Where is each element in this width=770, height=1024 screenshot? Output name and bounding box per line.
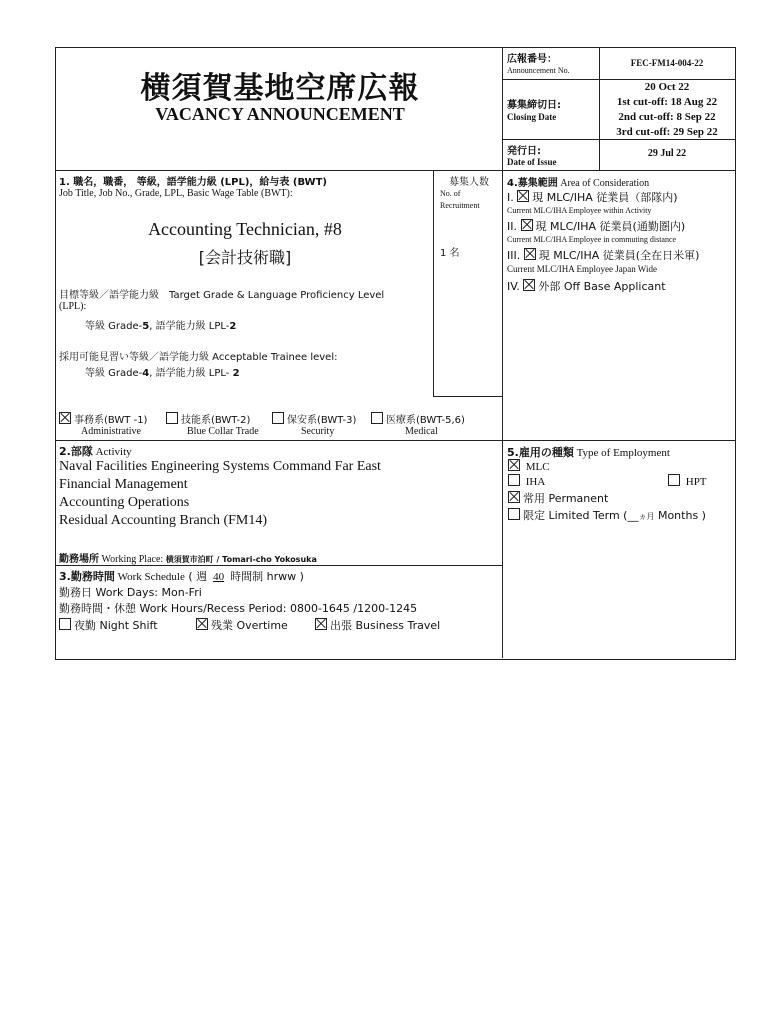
section5-heading [507, 444, 670, 460]
category-jp: 事務系(BWT -1) [74, 415, 148, 426]
area-option-text: 現 MLC/IHA 従業員(通勤圏内) [535, 220, 686, 233]
closing-date-cutoff-3: 3rd cut-off: 29 Sep 22 [616, 126, 718, 138]
category-jp: 医療系(BWT-5,6) [386, 415, 465, 426]
area-option-text: 外部 Off Base Applicant [538, 280, 666, 293]
employment-limited-label: 限定 Limited Term ( [523, 509, 628, 522]
checkbox-checked-icon[interactable] [59, 412, 71, 424]
divider [55, 170, 735, 171]
business-travel-label: 出張 Business Travel [330, 619, 441, 632]
section4-heading-en: Area of Consideration [557, 178, 650, 189]
checkbox-checked-icon[interactable] [517, 190, 529, 202]
area-option-3-sub: Current MLC/IHA Employee Japan Wide [507, 264, 657, 274]
bwt-category-administrative[interactable] [59, 411, 147, 426]
checkbox-checked-icon[interactable] [508, 491, 520, 503]
announcement-no-label-en: Announcement No. [507, 66, 570, 75]
overtime-label: 残業 Overtime [211, 619, 288, 632]
checkbox-empty-icon[interactable] [272, 412, 284, 424]
divider [55, 565, 502, 566]
section3-heading-jp: 3.勤務時間 [59, 570, 115, 583]
trainee-line2 [85, 364, 240, 379]
area-option-text: 現 MLC/IHA 従業員(全在日米軍) [538, 249, 700, 262]
employment-iha[interactable] [508, 474, 545, 488]
overtime-option[interactable] [196, 617, 288, 633]
issue-date-label-jp: 発行日: [507, 146, 541, 157]
area-option-num: III. [507, 249, 521, 262]
section5-heading-jp: 5.雇用の種類 [507, 446, 574, 459]
working-place-label-en: Working Place: [99, 554, 164, 565]
announcement-no-label-jp: 広報番号： [507, 54, 557, 65]
closing-date-label-jp: 募集締切日: [507, 100, 561, 111]
employment-mlc[interactable] [508, 459, 550, 473]
activity-line-4: Residual Accounting Branch (FM14) [59, 513, 268, 528]
checkbox-checked-icon[interactable] [521, 219, 533, 231]
checkbox-checked-icon[interactable] [508, 459, 520, 471]
employment-mlc-label: MLC [525, 461, 550, 473]
checkbox-checked-icon[interactable] [315, 618, 327, 630]
issue-date-value: 29 Jul 22 [647, 148, 687, 159]
target-lpl-prefix: , 語学能力級 LPL- [149, 321, 230, 332]
activity-line-2: Financial Management [59, 477, 188, 492]
area-option-num: IV. [507, 280, 520, 293]
employment-limited-end: Months ) [654, 509, 706, 522]
area-option-2[interactable] [507, 218, 685, 234]
section2-heading-en: Activity [92, 446, 132, 458]
trainee-line1: 採用可能見習い等級／語学能力級 Acceptable Trainee level: [59, 352, 338, 363]
section5-heading-en: Type of Employment [573, 447, 670, 459]
closing-date-main: 20 Oct 22 [644, 81, 690, 93]
checkbox-empty-icon[interactable] [668, 474, 680, 486]
checkbox-checked-icon[interactable] [524, 248, 536, 260]
section4-heading-jp: 4.募集範囲 [507, 178, 558, 189]
area-option-num: II. [507, 220, 517, 233]
area-option-num: I. [507, 191, 514, 204]
title-en: VACANCY ANNOUNCEMENT [155, 104, 405, 124]
closing-date-values [600, 80, 734, 140]
section4-heading [507, 174, 649, 189]
employment-permanent-label: 常用 Permanent [523, 492, 609, 505]
working-place [59, 550, 317, 565]
area-option-text: 現 MLC/IHA 従業員（部隊内) [532, 191, 678, 204]
target-grade-value: 5 [142, 321, 150, 332]
employment-hpt-label: HPT [685, 476, 707, 488]
target-grade-line1: 目標等級／語学能力級 Target Grade & Language Proficiency Level [59, 290, 385, 301]
trainee-lpl-value: 2 [232, 368, 240, 379]
checkbox-empty-icon[interactable] [166, 412, 178, 424]
area-option-3[interactable] [507, 247, 699, 263]
target-grade-line2: (LPL): [59, 301, 87, 312]
recruitment-label-jp: 募集人数 [449, 177, 489, 188]
title-jp: 横須賀基地空席広報 [140, 71, 420, 106]
checkbox-checked-icon[interactable] [196, 618, 208, 630]
employment-hpt[interactable] [668, 474, 707, 488]
category-jp: 保安系(BWT-3) [287, 415, 357, 426]
target-lpl-value: 2 [229, 321, 237, 332]
recruitment-value: 1 名 [440, 248, 460, 259]
activity-line-1: Naval Facilities Engineering Systems Command Far East [59, 459, 381, 474]
area-option-4[interactable] [507, 278, 666, 294]
closing-date-cutoff-1: 1st cut-off: 18 Aug 22 [616, 96, 718, 108]
category-jp: 技能系(BWT-2) [181, 415, 251, 426]
checkbox-empty-icon[interactable] [508, 508, 520, 520]
activity-line-3: Accounting Operations [59, 495, 190, 510]
employment-iha-label: IHA [525, 476, 546, 488]
employment-limited[interactable] [508, 507, 706, 523]
section1-subheading: Job Title, Job No., Grade, LPL, Basic Wage Table (BWT): [59, 188, 293, 199]
schedule-open: ( 週 [184, 570, 208, 583]
trainee-grade-value: 4 [142, 368, 150, 379]
employment-limited-blank: __ [627, 509, 639, 522]
business-travel-option[interactable] [315, 617, 440, 633]
section3-heading-en: Work Schedule [114, 571, 185, 583]
bwt-category-blue-collar[interactable] [166, 411, 250, 426]
trainee-grade-prefix: 等級 Grade- [85, 368, 143, 379]
working-place-label-jp: 勤務場所 [59, 554, 99, 565]
working-place-value: 横須賀市泊町 / Tomari-cho Yokosuka [165, 555, 317, 564]
schedule-close: 時間制 hrww ) [230, 570, 304, 583]
checkbox-empty-icon[interactable] [371, 412, 383, 424]
area-option-1[interactable] [507, 189, 678, 205]
schedule-hours: 40 [213, 571, 225, 583]
checkbox-empty-icon[interactable] [59, 618, 71, 630]
divider [433, 396, 502, 397]
section3-heading [59, 568, 304, 584]
category-en-security: Security [301, 426, 335, 437]
closing-date-label-en: Closing Date [507, 112, 557, 122]
category-en-blue-collar: Blue Collar Trade [187, 426, 259, 437]
section1-heading: 1. 職名，職番， 等級，語学能力級 (LPL)，給与表 (BWT) [59, 177, 327, 188]
recruitment-label-en1: No. of [440, 189, 461, 198]
employment-limited-unit: ヵ月 [638, 512, 655, 521]
trainee-lpl-prefix: , 語学能力級 LPL- [149, 368, 233, 379]
bwt-category-security[interactable] [272, 411, 356, 426]
job-title: Accounting Technician, #8 [148, 219, 342, 239]
night-shift-label: 夜勤 Night Shift [74, 619, 158, 632]
work-days: 勤務日 Work Days: Mon-Fri [59, 586, 202, 599]
checkbox-checked-icon[interactable] [523, 279, 535, 291]
target-grade-prefix: 等級 Grade- [85, 321, 143, 332]
section2-heading-jp: 2.部隊 [59, 445, 93, 458]
bwt-category-medical[interactable] [371, 411, 465, 426]
divider [55, 440, 735, 441]
section2-heading [59, 443, 132, 459]
announcement-no-value: FEC-FM14-004-22 [630, 58, 704, 68]
recruitment-label-en2: Recruitment [440, 201, 480, 210]
closing-date-cutoff-2: 2nd cut-off: 8 Sep 22 [618, 111, 716, 123]
night-shift-option[interactable] [59, 617, 158, 633]
work-hours: 勤務時間・休憩 Work Hours/Recess Period: 0800-1645 /1200-1245 [59, 602, 418, 615]
category-en-administrative: Administrative [81, 426, 141, 437]
issue-date-label-en: Date of Issue [507, 157, 557, 167]
target-grade-line3 [85, 317, 236, 332]
area-option-2-sub: Current MLC/IHA Employee in commuting distance [507, 235, 677, 244]
divider [433, 170, 434, 396]
job-title-jp: [会計技術職] [198, 248, 292, 267]
area-option-1-sub: Current MLC/IHA Employee within Activity [507, 206, 652, 215]
checkbox-empty-icon[interactable] [508, 474, 520, 486]
employment-permanent[interactable] [508, 490, 608, 506]
category-en-medical: Medical [405, 426, 438, 437]
